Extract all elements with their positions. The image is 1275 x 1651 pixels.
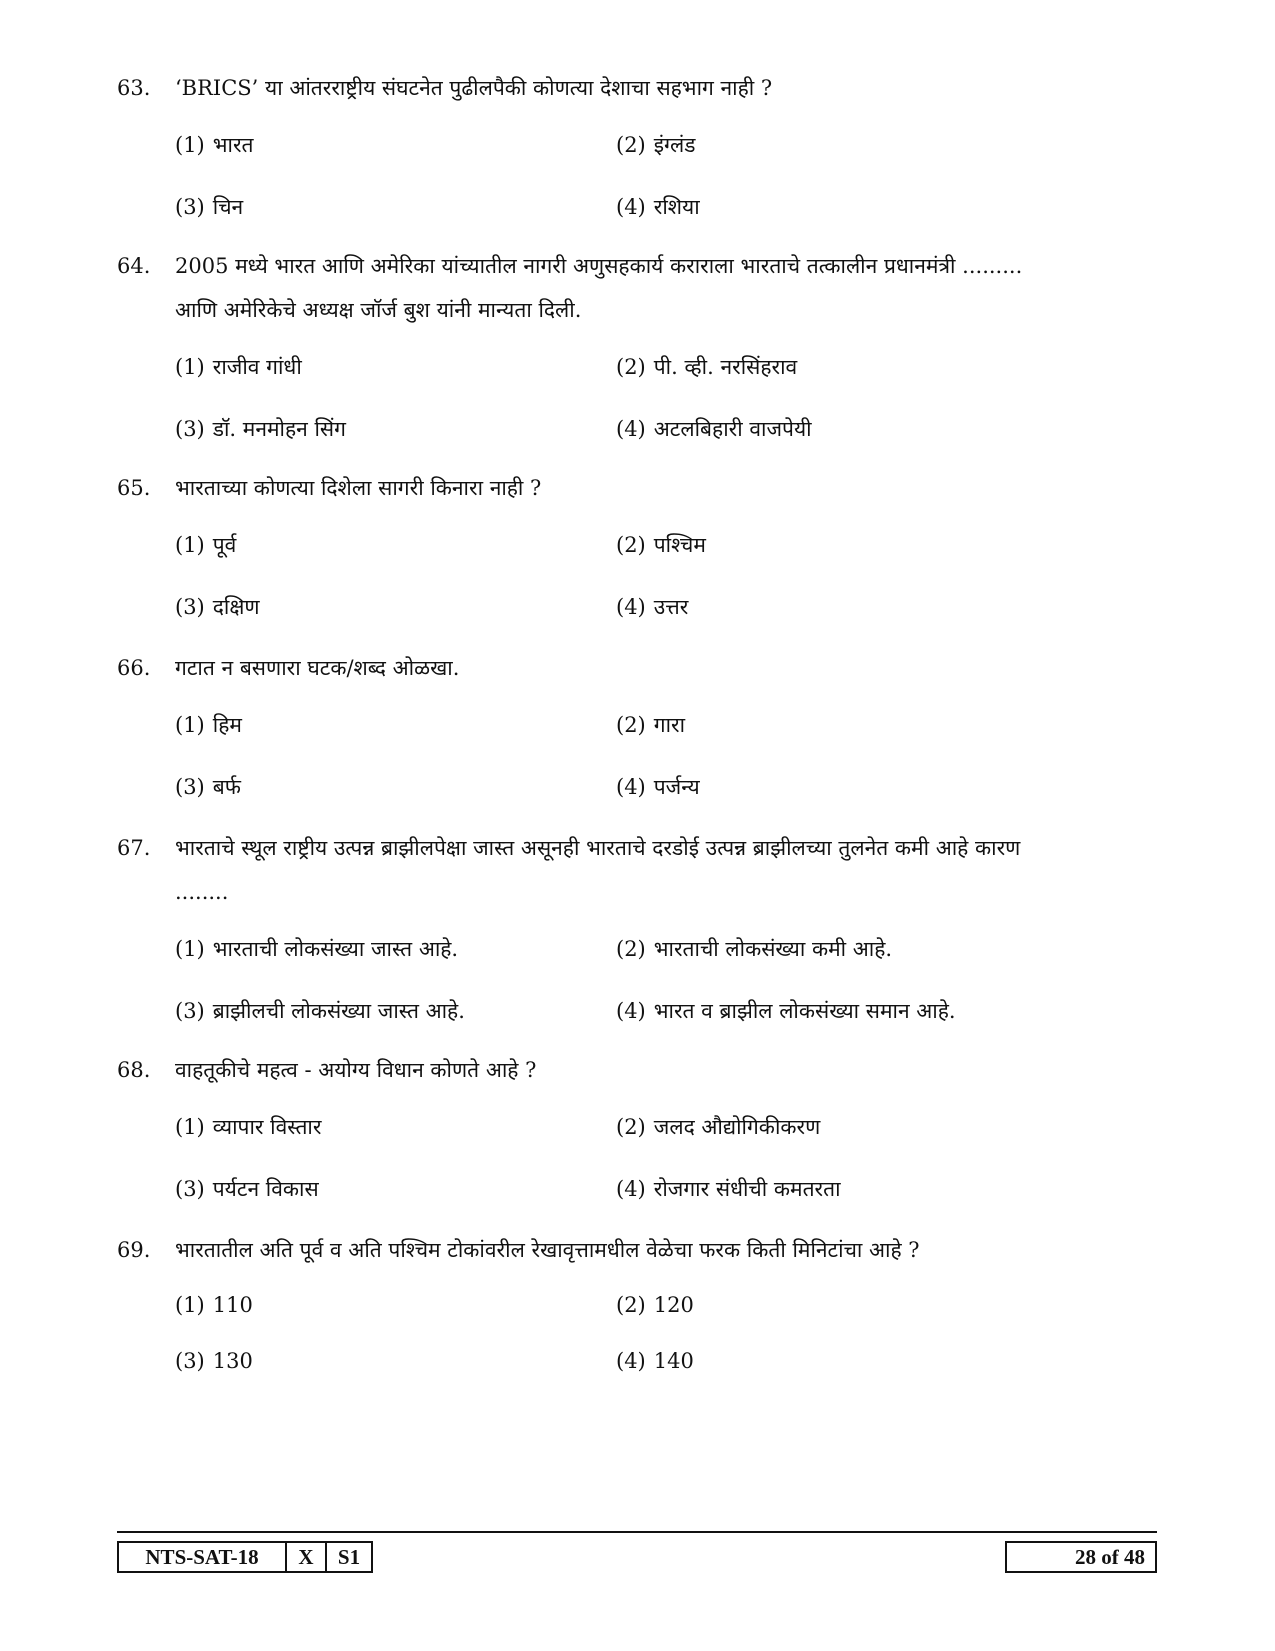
question-number: 67. <box>117 836 151 860</box>
option-3: (3) दक्षिण <box>175 595 260 619</box>
question-text: भारताच्या कोणत्या दिशेला सागरी किनारा नाही ? <box>175 476 542 500</box>
option-1: (1) 110 <box>175 1293 253 1317</box>
option-1: (1) हिम <box>175 713 242 737</box>
option-4: (4) पर्जन्य <box>616 775 700 799</box>
question-66 <box>117 646 1157 830</box>
option-3: (3) चिन <box>175 195 244 219</box>
question-64 <box>117 244 1157 472</box>
options <box>175 930 1157 1054</box>
option-4: (4) उत्तर <box>616 595 689 619</box>
question-65 <box>117 466 1157 650</box>
class-label: X <box>287 1543 327 1571</box>
options <box>175 348 1157 472</box>
option-2: (2) 120 <box>616 1293 694 1317</box>
option-2: (2) गारा <box>616 713 686 737</box>
page-number: 28 of 48 <box>1005 1541 1157 1573</box>
question-text: भारताचे स्थूल राष्ट्रीय उत्पन्न ब्राझीलपेक्षा जास्त असूनही भारताचे दरडोई उत्पन्न ब्राझीलच्या तुलनेत कमी आहे कारण <box>175 836 1021 860</box>
option-3: (3) डॉ. मनमोहन सिंग <box>175 417 346 441</box>
options <box>175 526 1157 650</box>
question-68 <box>117 1048 1157 1232</box>
option-3: (3) बर्फ <box>175 775 241 799</box>
question-69 <box>117 1228 1157 1398</box>
option-4: (4) 140 <box>616 1349 694 1373</box>
question-text: वाहतूकीचे महत्व - अयोग्य विधान कोणते आहे ? <box>175 1058 537 1082</box>
option-1: (1) भारत <box>175 133 254 157</box>
option-1: (1) व्यापार विस्तार <box>175 1115 322 1139</box>
option-4: (4) भारत व ब्राझील लोकसंख्या समान आहे. <box>616 999 956 1023</box>
options <box>175 706 1157 830</box>
option-1: (1) भारताची लोकसंख्या जास्त आहे. <box>175 937 459 961</box>
option-2: (2) इंग्लंड <box>616 133 696 157</box>
options <box>175 1286 1157 1398</box>
paper-code: NTS-SAT-18 <box>119 1543 287 1571</box>
set-label: S1 <box>337 1545 361 1569</box>
option-2: (2) भारताची लोकसंख्या कमी आहे. <box>616 937 893 961</box>
question-number: 64. <box>117 254 151 278</box>
option-1: (1) पूर्व <box>175 533 237 557</box>
option-3: (3) 130 <box>175 1349 253 1373</box>
question-number: 63. <box>117 76 151 100</box>
question-text: 2005 मध्ये भारत आणि अमेरिका यांच्यातील नागरी अणुसहकार्य कराराला भारताचे तत्कालीन प्रधानमंत्री ......... <box>175 254 1023 278</box>
option-2: (2) पी. व्ही. नरसिंहराव <box>616 355 798 379</box>
option-1: (1) राजीव गांधी <box>175 355 302 379</box>
question-67 <box>117 826 1157 1054</box>
question-text: ‘BRICS’ या आंतरराष्ट्रीय संघटनेत पुढीलपैकी कोणत्या देशाचा सहभाग नाही ? <box>175 76 773 100</box>
question-text-continued: आणि अमेरिकेचे अध्यक्ष जॉर्ज बुश यांनी मान्यता दिली. <box>175 298 582 322</box>
question-text: भारतातील अति पूर्व व अति पश्चिम टोकांवरील रेखावृत्तामधील वेळेचा फरक किती मिनिटांचा आहे ? <box>175 1238 920 1262</box>
option-3: (3) पर्यटन विकास <box>175 1177 319 1201</box>
question-number: 68. <box>117 1058 151 1082</box>
question-number: 65. <box>117 476 151 500</box>
option-3: (3) ब्राझीलची लोकसंख्या जास्त आहे. <box>175 999 465 1023</box>
option-4: (4) रशिया <box>616 195 700 219</box>
options <box>175 126 1157 250</box>
options <box>175 1108 1157 1232</box>
option-4: (4) अटलबिहारी वाजपेयी <box>616 417 812 441</box>
option-2: (2) पश्चिम <box>616 533 706 557</box>
question-number: 66. <box>117 656 151 680</box>
question-63 <box>117 66 1157 250</box>
option-2: (2) जलद औद्योगिकीकरण <box>616 1115 821 1139</box>
question-number: 69. <box>117 1238 151 1262</box>
option-4: (4) रोजगार संधीची कमतरता <box>616 1177 841 1201</box>
footer-divider <box>117 1531 1157 1533</box>
question-text-continued: ........ <box>175 880 229 904</box>
question-text: गटात न बसणारा घटक/शब्द ओळखा. <box>175 656 460 680</box>
paper-code-box <box>117 1541 373 1573</box>
